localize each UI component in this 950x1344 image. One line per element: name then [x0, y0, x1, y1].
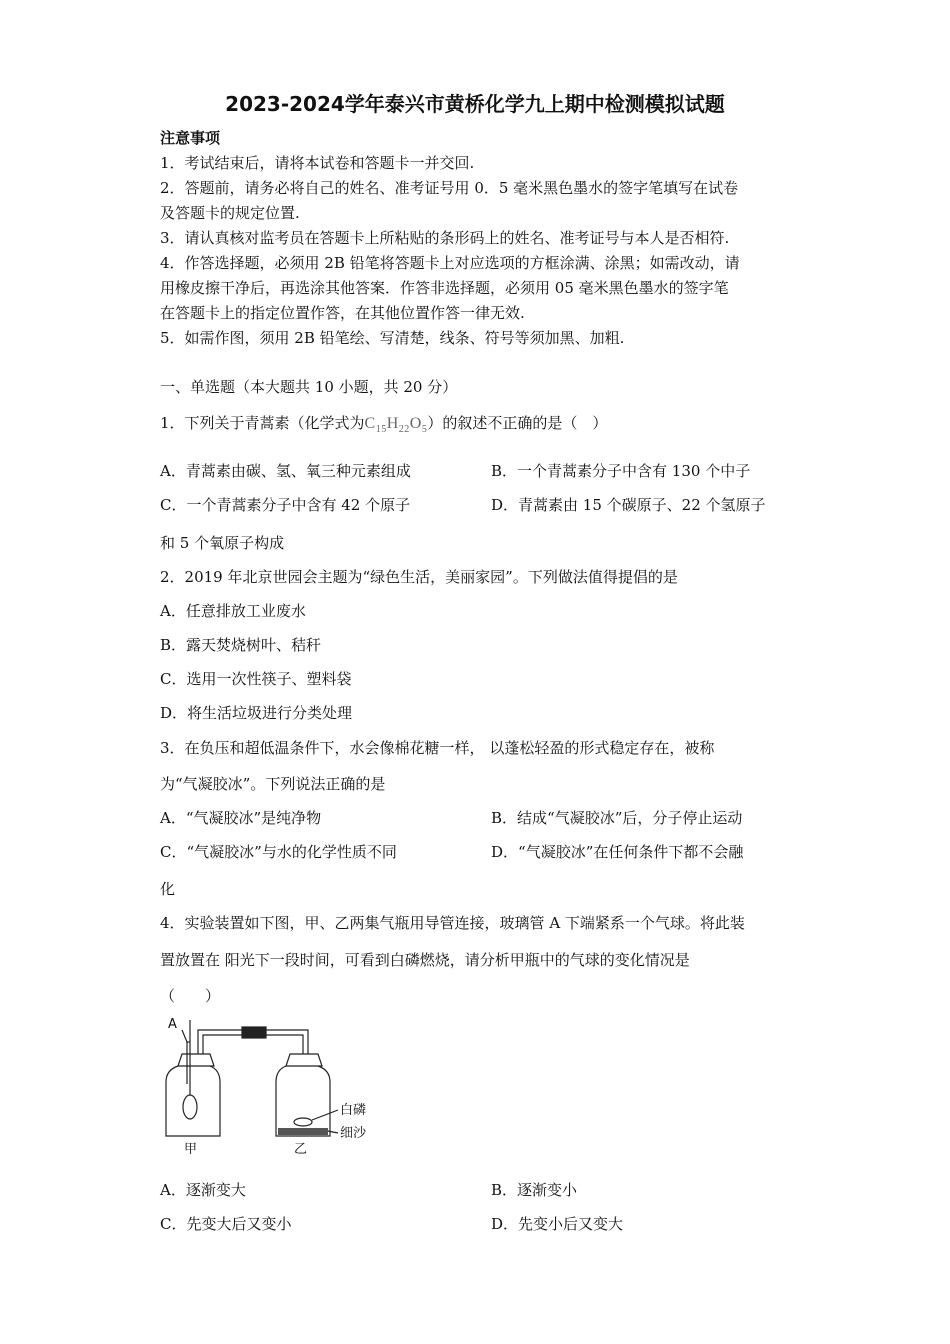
- option-b: B．逐渐变小: [491, 1181, 578, 1199]
- option-b: B．一个青蒿素分子中含有 130 个中子: [491, 462, 751, 480]
- question-3-stem-continued: 为“气凝胶冰”。下列说法正确的是: [160, 775, 386, 793]
- option-a: A．任意排放工业废水: [160, 602, 306, 620]
- question-1-stem-start: 1．下列关于青蒿素（化学式为: [160, 414, 365, 432]
- sand-layer: [278, 1128, 328, 1135]
- option-d: D．将生活垃圾进行分类处理: [160, 704, 353, 722]
- label-a: A: [168, 1017, 177, 1032]
- option-d: D．“气凝胶冰”在任何条件下都不会融: [491, 843, 744, 861]
- page-title: 2023-2024学年泰兴市黄桥化学九上期中检测模拟试题: [225, 92, 725, 116]
- chemical-formula: $C_{15}H_{22}O_5$: [364, 415, 428, 436]
- notice-heading: 注意事项: [160, 129, 221, 147]
- option-c: C．“气凝胶冰”与水的化学性质不同: [160, 843, 397, 861]
- option-d-continued: 化: [160, 880, 176, 898]
- label-jia: 甲: [184, 1142, 198, 1157]
- option-b: B．结成“气凝胶冰”后，分子停止运动: [491, 809, 743, 827]
- option-c: C．先变大后又变小: [160, 1215, 292, 1233]
- notice-line: 用橡皮擦干净后，再选涂其他答案．作答非选择题，必须用 05 毫米黑色墨水的签字笔: [160, 279, 729, 297]
- notice-line: 5．如需作图，须用 2B 铅笔绘、写清楚，线条、符号等须加黑、加粗.: [160, 329, 625, 347]
- question-1-stem: [160, 413, 607, 440]
- answer-blank: （ ）: [160, 987, 221, 1005]
- label-yi: 乙: [294, 1142, 308, 1157]
- section-heading: 一、单选题（本大题共 10 小题，共 20 分）: [160, 378, 458, 396]
- question-3-stem: 3．在负压和超低温条件下，水会像棉花糖一样， 以蓬松轻盈的形式稳定存在，被称: [160, 739, 715, 757]
- option-b: B．露天焚烧树叶、秸秆: [160, 636, 322, 654]
- option-c: C．一个青蒿素分子中含有 42 个原子: [160, 496, 411, 514]
- notice-line: 1．考试结束后，请将本试卷和答题卡一并交回.: [160, 154, 475, 172]
- option-d: D．青蒿素由 15 个碳原子、22 个氢原子: [491, 496, 766, 514]
- notice-line: 在答题卡上的指定位置作答，在其他位置作答一律无效.: [160, 304, 525, 322]
- notice-line: 及答题卡的规定位置.: [160, 204, 300, 222]
- label-white-phosphorus: 白磷: [340, 1103, 367, 1118]
- option-c: C．选用一次性筷子、塑料袋: [160, 670, 352, 688]
- notice-line: 4．作答选择题，必须用 2B 铅笔将答题卡上对应选项的方框涂满、涂黑；如需改动，请: [160, 254, 740, 272]
- option-d-continued: 和 5 个氧原子构成: [160, 534, 285, 552]
- option-a: A．逐渐变大: [160, 1181, 246, 1199]
- option-d: D．先变小后又变大: [491, 1215, 624, 1233]
- question-2-stem: 2．2019 年北京世园会主题为“绿色生活，美丽家园”。下列做法值得提倡的是: [160, 568, 678, 586]
- question-4-stem-continued: 置放置在 阳光下一段时间，可看到白磷燃烧，请分析甲瓶中的气球的变化情况是: [160, 951, 690, 969]
- apparatus-diagram: [160, 1012, 390, 1160]
- question-1-stem-end: ）的叙述不正确的是（ ）: [427, 414, 608, 432]
- notice-line: 2．答题前，请务必将自己的姓名、准考证号用 0．5 毫米黑色墨水的签字笔填写在试卷: [160, 179, 739, 197]
- option-a: A．青蒿素由碳、氢、氧三种元素组成: [160, 462, 411, 480]
- notice-line: 3．请认真核对监考员在答题卡上所粘贴的条形码上的姓名、准考证号与本人是否相符.: [160, 229, 730, 247]
- label-fine-sand: 细沙: [340, 1126, 367, 1141]
- question-4-stem: 4．实验装置如下图，甲、乙两集气瓶用导管连接，玻璃管 A 下端紧系一个气球。将此装: [160, 914, 745, 932]
- option-a: A．“气凝胶冰”是纯净物: [160, 809, 322, 827]
